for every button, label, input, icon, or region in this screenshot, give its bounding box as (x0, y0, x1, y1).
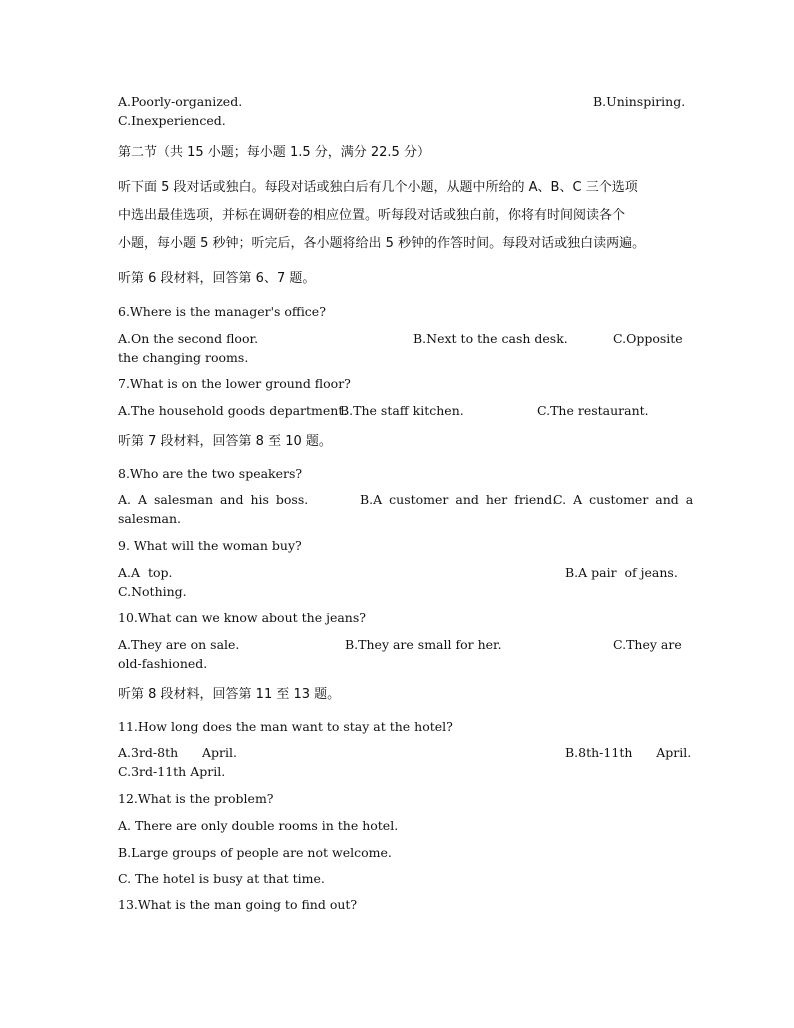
q6-stem: 6.Where is the manager's office? (118, 304, 326, 319)
q9-option-b: B.A pair of jeans. (565, 565, 678, 580)
q7-option-b: B.The staff kitchen. (340, 403, 464, 418)
q10-option-c-cont: old-fashioned. (118, 656, 208, 671)
q11-option-b: B.8th-11th April. (565, 745, 692, 760)
q8-option-c: C. A customer and a (553, 492, 694, 507)
q9-option-a: A.A top. (118, 565, 173, 580)
q10-option-a: A.They are on sale. (118, 637, 240, 652)
q6-option-a: A.On the second floor. (118, 331, 259, 346)
q8-option-a: A. A salesman and his boss. (118, 492, 309, 507)
q11-option-a: A.3rd-8th April. (118, 745, 237, 760)
section2-heading: 第二节（共 15 小题；每小题 1.5 分，满分 22.5 分） (118, 145, 430, 160)
q12-option-b: B.Large groups of people are not welcome. (118, 845, 392, 860)
q10-stem: 10.What can we know about the jeans? (118, 610, 366, 625)
instructions-line-1: 听下面 5 段对话或独白。每段对话或独白后有几个小题，从题中所给的 A、B、C 三个选项 (118, 180, 638, 195)
q6-option-c-cont: the changing rooms. (118, 350, 249, 365)
q9-option-c: C.Nothing. (118, 584, 187, 599)
q7-stem: 7.What is on the lower ground floor? (118, 376, 351, 391)
q9-stem: 9. What will the woman buy? (118, 538, 302, 553)
q12-stem: 12.What is the problem? (118, 791, 274, 806)
q10-option-c: C.They are (613, 637, 682, 652)
q11-option-c: C.3rd-11th April. (118, 764, 226, 779)
q5-option-a: A.Poorly-organized. (118, 94, 243, 109)
q6-option-b: B.Next to the cash desk. (413, 331, 568, 346)
q5-option-c: C.Inexperienced. (118, 113, 226, 128)
q11-stem: 11.How long does the man want to stay at the hotel? (118, 719, 453, 734)
q12-option-a: A. There are only double rooms in the hotel. (118, 818, 399, 833)
q13-stem: 13.What is the man going to find out? (118, 897, 358, 912)
material6-label: 听第 6 段材料，回答第 6、7 题。 (118, 271, 316, 286)
q12-option-c: C. The hotel is busy at that time. (118, 871, 325, 886)
q10-option-b: B.They are small for her. (345, 637, 502, 652)
q7-option-c: C.The restaurant. (537, 403, 649, 418)
q8-option-b: B.A customer and her friend. (360, 492, 557, 507)
instructions-line-3: 小题，每小题 5 秒钟；听完后，各小题将给出 5 秒钟的作答时间。每段对话或独白读两遍。 (118, 236, 646, 251)
q8-stem: 8.Who are the two speakers? (118, 466, 303, 481)
q5-option-b: B.Uninspiring. (593, 94, 686, 109)
material7-label: 听第 7 段材料，回答第 8 至 10 题。 (118, 434, 332, 449)
q6-option-c: C.Opposite (613, 331, 683, 346)
q8-option-c-cont: salesman. (118, 511, 182, 526)
q7-option-a: A.The household goods department. (118, 403, 348, 418)
instructions-line-2: 中选出最佳选项，并标在调研卷的相应位置。听每段对话或独白前，你将有时间阅读各个 (118, 208, 626, 223)
material8-label: 听第 8 段材料，回答第 11 至 13 题。 (118, 687, 341, 702)
